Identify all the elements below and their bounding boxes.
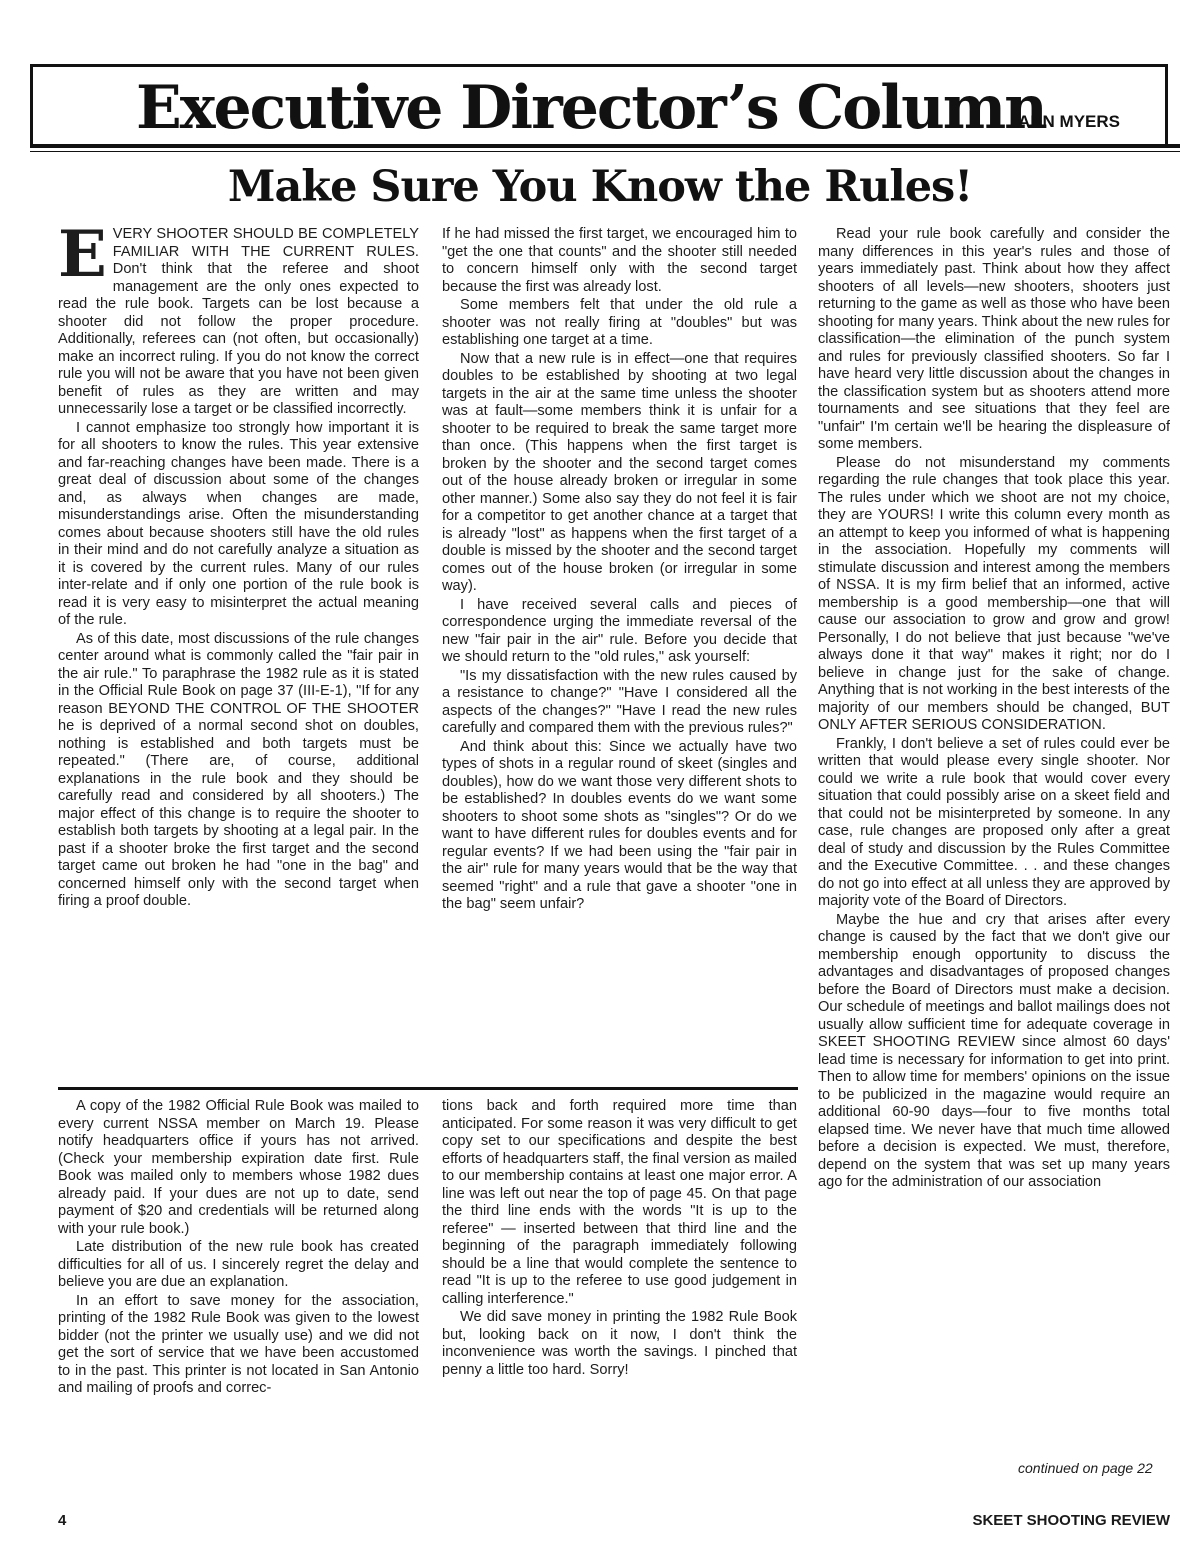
article-headline: Make Sure You Know the Rules!: [227, 162, 973, 212]
paragraph: I cannot emphasize too strongly how important it is for all shooters to know the rules. This year extensive and far-reaching changes have been made. There is a great deal of discussion about some of the changes and, as always when changes are made, misunderstandings arise. Often the misunderstanding comes about because shooters still have the old rules in their mind and do not carefully analyze a situation as it is covered by the current rules. Many of our rules inter-relate and if only one portion of the rule book is read it is very easy to misinterpret the actual meaning of the rule.: [58, 419, 419, 628]
author-name: ANN MYERS: [1018, 112, 1121, 131]
drop-cap: E: [58, 226, 107, 292]
header-rule: [30, 144, 1180, 148]
publication-name: SKEET SHOOTING REVIEW: [972, 1512, 1170, 1529]
paragraph: In an effort to save money for the association, printing of the 1982 Rule Book was given to the lowest bidder (not the printer we usually use) and we did not get the sort of service that we have been accustomed to in the past. This printer is not located in San Antonio and mailing of proofs and correc-: [58, 1292, 419, 1396]
page-number: 4: [58, 1512, 67, 1529]
paragraph: And think about this: Since we actually have two types of shots in a regular round of skeet (singles and doubles), how do we want those very different shots to be established? In doubles events do we want some shooters to shoot some shots as "singles"? Or do we want to have different rules for doubles events and for regular events? If we had been using the "fair pair in the air" rule for many years would that be the way that seemed "right" and a rule that gave a shooter "one in the bag" seem unfair?: [442, 738, 797, 912]
paragraph: Maybe the hue and cry that arises after every change is caused by the fact that we don't give our membership enough opportunity to discuss the advantages and disadvantages of proposed changes before the Board of Directors must make a decision. Our schedule of meetings and ballot mailings does not usually allow sufficient time for adequate coverage in SKEET SHOOTING REVIEW since almost 60 days' lead time is necessary for information to get into print. Then to allow time for members' opinions on the issue to be publicized in the magazine would require an additional 60-90 days—four to five months total elapsed time. We never have that much time allowed before a decision is expected. We must, therefore, depend on the system that was set up many years ago for the administration of our association: [818, 911, 1170, 1190]
paragraph: "Is my dissatisfaction with the new rules caused by a resistance to change?" "Have I considered all the aspects of the changes?" "Have I read the new rules carefully and compared them with the previous rules?": [442, 667, 797, 736]
paragraph: A copy of the 1982 Official Rule Book was mailed to every current NSSA member on March 19. Please notify headquarters office if yours has not arrived. (Check your membership expiration date first. Rule Book was mailed only to members whose 1982 dues already paid. If your dues are not up to date, send payment of $20 and credentials will be returned along with your rule book.): [58, 1098, 419, 1237]
paragraph: As of this date, most discussions of the rule changes center around what is commonly called the "fair pair in the air rule." To paraphrase the 1982 rule as it is stated in the Official Rule Book on page 37 (III-E-1), "If for any reason BEYOND THE CONTROL OF THE SHOOTER he is deprived of a normal second shot on doubles, nothing is established and both targets must be repeated." (There are, of course, additional explanations in the rule book and they should be carefully read and considered by all shooters.) The major effect of this change is to require the shooter to establish both targets by shooting at a legal pair. In the past if a shooter broke the first target and the second target came out broken he had "one in the bag" and concerned himself only with the second target when firing a proof double.: [58, 630, 419, 909]
text-column-2: [442, 226, 797, 1084]
column-title: Executive Director’s Column: [136, 73, 1046, 143]
paragraph: Late distribution of the new rule book has created difficulties for all of us. I sincerely regret the delay and believe you are due an explanation.: [58, 1239, 419, 1290]
paragraph: I have received several calls and pieces of correspondence urging the immediate reversal of the new "fair pair in the air" rule. Before you decide that we should return to the "old rules," ask yourself:: [442, 596, 797, 665]
paragraph: If he had missed the first target, we encouraged him to "get the one that counts" and the shooter still needed to concern himself only with the second target because the first was already lost.: [442, 226, 797, 295]
paragraph: Some members felt that under the old rule a shooter was not really firing at "doubles" but was establishing one target at a time.: [442, 297, 797, 348]
text-column-1: [58, 226, 419, 1084]
paragraph: Read your rule book carefully and consider the many differences in this year's rules and those of years immediately past. Think about how they affect shooters of all levels—new shooters, shooters just returning to the game as well as those who have been shooting for many years. Think about the new rules for classification—the elimination of the punch system and rules for previously classified shooters. So far I have heard very little discussion about the changes in the classification system but as shooters attend more tournaments and see situations that they feel are "unfair" I'm certain we'll be hearing the displeasure of some members.: [818, 226, 1170, 452]
paragraph: tions back and forth required more time than anticipated. For some reason it was very difficult to get copy set to our specifications and despite the best efforts of headquarters staff, the final version as mailed to our membership contains at least one major error. A line was left out near the top of page 45. On that page the third line ends with the words "It is up to the referee" — inserted between that third line and the beginning of the paragraph immediately following should be a line that would complete the sentence to read "It is up to the referee to use good judgement in calling interference.": [442, 1098, 797, 1307]
continued-note: continued on page 22: [1018, 1460, 1153, 1476]
section-divider: [58, 1087, 798, 1090]
paragraph: EVERY SHOOTER SHOULD BE COMPLETELY FAMILIAR WITH THE CURRENT RULES. Don't think that the referee and shoot management are the only ones expected to read the rule book. Targets can be lost because a shooter did not follow the proper procedure. Additionally, referees can (not often, but occasionally) make an incorrect ruling. If you do not know the correct rule you will not be aware that you have not been given benefit of rules as they are written and may unnecessarily lose a target or be classified incorrectly.: [58, 226, 419, 417]
text-column-4: [58, 1098, 419, 1480]
header-rule-thin: [30, 151, 1180, 152]
paragraph: Please do not misunderstand my comments regarding the rule changes that took place this year. The rules under which we shoot are not my choice, they are YOURS! I write this column every month as an attempt to keep you informed of what is happening in the association. Hopefully my comments will stimulate discussion and interest among the members of NSSA. It is my firm belief that an informed, active membership is a good membership—one that will cause our association to grow and grow and grow! Personally, I do not believe that just because "we've always done it that way" makes it right; nor do I believe in change just for the sake of change. Anything that is not working in the best interests of the majority of our members should be changed, BUT ONLY AFTER SERIOUS CONSIDERATION.: [818, 454, 1170, 733]
paragraph: Frankly, I don't believe a set of rules could ever be written that would please every single shooter. Nor could we write a rule book that would cover every situation that could possibly arise on a skeet field and that could not be misinterpreted by someone. In any case, rule changes are proposed only after a great deal of study and discussion by the Rules Committee and the Executive Committee. . . and these changes do not go into effect at all unless they are approved by majority vote of the Board of Directors.: [818, 735, 1170, 909]
paragraph: We did save money in printing the 1982 Rule Book but, looking back on it now, I don't think the inconvenience was worth the savings. I pinched that penny a little too hard. Sorry!: [442, 1309, 797, 1378]
text-column-3: [818, 226, 1170, 1460]
text-column-5: [442, 1098, 797, 1480]
paragraph: Now that a new rule is in effect—one that requires doubles to be established by shooting at two legal targets in the air at the same time unless the shooter was at fault—some members think it is unfair for a shooter to be required to break the same target more than once. (This happens when the first target is broken by the shooter and the second target comes out of the house already broken or irregular in some other manner.) Some also say they do not feel it is fair for a competitor to get another chance at a target that is already "lost" as happens when the first target of a double is missed by the shooter and the second target comes out of the house broken (or irregular in some way).: [442, 350, 797, 594]
